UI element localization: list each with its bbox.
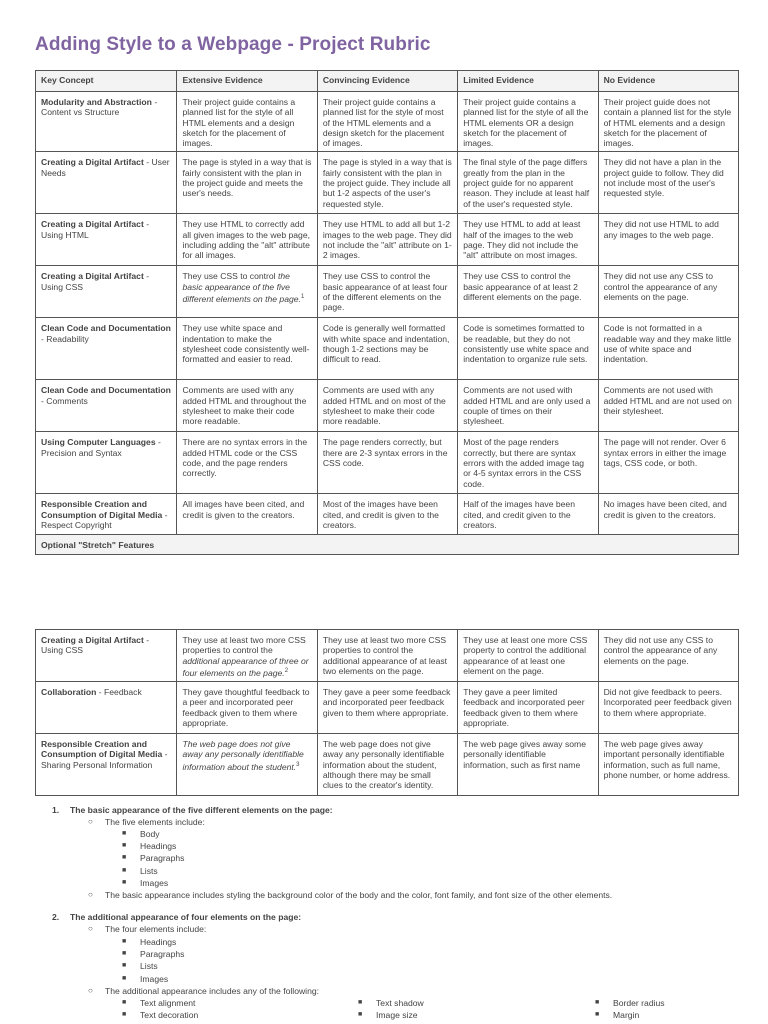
header-key-concept: Key Concept	[36, 71, 177, 92]
square-bullet-icon: ■	[122, 975, 127, 982]
concept-name: Creating a Digital Artifact	[41, 271, 144, 282]
concept-name: Clean Code and Documentation	[41, 385, 171, 396]
limited-cell: Code is sometimes formatted to be readable, but they do not consistently use white space and indentation to organize rule sets.	[458, 318, 598, 380]
concept-name: Responsible Creation and Consumption of Digital Media	[41, 739, 163, 760]
square-bullet-icon: ■	[122, 854, 127, 861]
convincing-cell: The page renders correctly, but there are 2-3 syntax errors in the CSS code.	[317, 432, 457, 494]
none-cell: Comments are not used with added HTML and are not used on their stylesheet.	[598, 380, 738, 432]
rubric-table	[35, 70, 739, 555]
table-header-row	[36, 71, 739, 92]
footnote-ref: 1	[300, 294, 305, 301]
square-bullet-icon: ■	[122, 830, 127, 837]
concept-sub: - Feedback	[96, 687, 142, 698]
list-item: Image size	[376, 1010, 418, 1020]
table-row	[36, 734, 739, 796]
list-item: Images	[140, 974, 169, 984]
convincing-cell: They gave a peer some feedback and incorporated peer feedback given to them where appropriate.	[317, 682, 457, 734]
list-item: Headings	[140, 937, 177, 947]
footnote-number: 1.	[52, 805, 60, 815]
concept-sub: - Using HTML	[41, 219, 150, 240]
footnote-number: 2.	[52, 912, 60, 922]
stretch-row	[36, 535, 739, 554]
extensive-cell: Their project guide contains a planned list for the style of all HTML elements and a design sketch for the placement of images.	[177, 92, 317, 152]
stretch-label: Optional "Stretch" Features	[36, 535, 739, 554]
list-item: Images	[140, 878, 169, 888]
list-item: Text shadow	[376, 998, 424, 1008]
table-row	[36, 630, 739, 682]
limited-cell: The web page gives away some personally identifiable information, such as first name	[458, 734, 598, 796]
none-cell: They did not use HTML to add any images to the web page.	[598, 214, 738, 266]
convincing-cell: They use HTML to add all but 1-2 images to the web page. They did not include the "alt" attribute on 1-2 images.	[317, 214, 457, 266]
concept-sub: - Readability	[41, 333, 89, 344]
square-bullet-icon: ■	[122, 950, 127, 957]
square-bullet-icon: ■	[595, 1011, 600, 1018]
limited-cell: Half of the images have been cited, and credit given to the creators.	[458, 494, 598, 535]
none-cell: No images have been cited, and credit is given to the creators.	[598, 494, 738, 535]
extensive-cell	[177, 734, 317, 796]
list-item: The four elements include:	[105, 924, 207, 934]
concept-name: Modularity and Abstraction	[41, 97, 152, 107]
table-row	[36, 152, 739, 214]
table-row	[36, 92, 739, 152]
none-cell: Did not give feedback to peers. Incorporated peer feedback given to them where appropriate.	[598, 682, 738, 734]
header-convincing: Convincing Evidence	[317, 71, 457, 92]
extensive-cell: They use white space and indentation to make the stylesheet code consistently well-formatted and easier to read.	[177, 318, 317, 380]
limited-cell: Most of the page renders correctly, but there are syntax errors with the added image tag or 4-5 syntax errors in the CSS code.	[458, 432, 598, 494]
square-bullet-icon: ■	[122, 962, 127, 969]
none-cell: Their project guide does not contain a planned list for the style of HTML elements and a design sketch for the placement of images.	[598, 92, 738, 152]
square-bullet-icon: ■	[122, 842, 127, 849]
extensive-cell	[177, 266, 317, 318]
key-concept-cell	[36, 318, 177, 380]
concept-sub: - Using CSS	[41, 635, 150, 656]
circle-bullet-icon: ○	[88, 924, 93, 933]
list-item: Paragraphs	[140, 949, 185, 959]
list-item: The additional appearance includes any of the following:	[105, 986, 320, 996]
stretch-table	[35, 629, 739, 796]
none-cell: The web page gives away important personally identifiable information, such as full name, phone number, or home address.	[598, 734, 738, 796]
header-limited: Limited Evidence	[458, 71, 598, 92]
convincing-cell: Most of the images have been cited, and credit is given to the creators.	[317, 494, 457, 535]
footnote-ref: 3	[296, 761, 300, 768]
limited-cell: They gave a peer limited feedback and incorporated peer feedback given to them where appropriate.	[458, 682, 598, 734]
table-row	[36, 494, 739, 535]
cell-italic-text: additional appearance of three or four elements on the page.	[182, 655, 309, 678]
limited-cell: They use at least one more CSS property to control the additional appearance of at least one element on the page.	[458, 630, 598, 682]
cell-italic-text: The web page does not give away any personally identifiable information about the student.	[182, 739, 304, 772]
convincing-cell: They use at least two more CSS properties to control the additional appearance of at least two elements on the page.	[317, 630, 457, 682]
cell-text: They use CSS to control	[182, 271, 278, 282]
extensive-cell: All images have been cited, and credit is given to the creators.	[177, 494, 317, 535]
cell-italic-text: the basic appearance of the five different elements on the page.	[182, 271, 301, 304]
square-bullet-icon: ■	[358, 999, 363, 1006]
extensive-cell: Comments are used with any added HTML and throughout the stylesheet to make their code more readable.	[177, 380, 317, 432]
extensive-cell	[177, 630, 317, 682]
square-bullet-icon: ■	[122, 1011, 127, 1018]
convincing-cell: Code is generally well formatted with white space and indentation, though 1-2 sections may be difficult to read.	[317, 318, 457, 380]
convincing-cell: The page is styled in a way that is fairly consistent with the plan in the project guide. They include all but 1-2 aspects of the user's requested style.	[317, 152, 457, 214]
concept-name: Clean Code and Documentation	[41, 323, 171, 334]
none-cell: They did not use any CSS to control the appearance of any elements on the page.	[598, 630, 738, 682]
square-bullet-icon: ■	[122, 938, 127, 945]
footnote-heading: The basic appearance of the five different elements on the page:	[70, 805, 333, 815]
concept-sub: - Using CSS	[41, 271, 150, 292]
table-row	[36, 432, 739, 494]
footnote-heading: The additional appearance of four elements on the page:	[70, 912, 302, 922]
key-concept-cell	[36, 214, 177, 266]
header-none: No Evidence	[598, 71, 738, 92]
concept-name: Creating a Digital Artifact	[41, 635, 144, 645]
circle-bullet-icon: ○	[88, 986, 93, 995]
list-item: Lists	[140, 866, 158, 876]
list-item: Headings	[140, 841, 177, 851]
limited-cell: The final style of the page differs greatly from the plan in the project guide for no apparent reason. They include at least half of the user's requested style.	[458, 152, 598, 214]
list-item: Body	[140, 829, 160, 839]
circle-bullet-icon: ○	[88, 817, 93, 826]
key-concept-cell	[36, 734, 177, 796]
concept-sub: - Comments	[41, 395, 88, 406]
none-cell: They did not have a plan in the project guide to follow. They did not include most of the user's requested style.	[598, 152, 738, 214]
list-item: Lists	[140, 961, 158, 971]
key-concept-cell	[36, 494, 177, 535]
square-bullet-icon: ■	[122, 879, 127, 886]
list-item: The basic appearance includes styling the background color of the body and the color, font family, and font size of the other elements.	[105, 890, 613, 900]
concept-sub: - Content vs Structure	[41, 97, 158, 118]
convincing-cell: They use CSS to control the basic appearance of at least four of the different elements on the page.	[317, 266, 457, 318]
key-concept-cell	[36, 630, 177, 682]
none-cell: The page will not render. Over 6 syntax errors in either the image tags, CSS code, or both.	[598, 432, 738, 494]
concept-sub: - Sharing Personal Information	[41, 749, 168, 770]
list-item: Paragraphs	[140, 853, 185, 863]
limited-cell: They use CSS to control the basic appearance of at least 2 different elements on the page.	[458, 266, 598, 318]
key-concept-cell	[36, 682, 177, 734]
list-item: Text decoration	[140, 1010, 199, 1020]
square-bullet-icon: ■	[595, 999, 600, 1006]
header-extensive: Extensive Evidence	[177, 71, 317, 92]
key-concept-cell	[36, 380, 177, 432]
key-concept-cell	[36, 152, 177, 214]
list-item: Margin	[613, 1010, 640, 1020]
page-title: Adding Style to a Webpage - Project Rubric	[35, 34, 431, 55]
concept-name: Responsible Creation and Consumption of Digital Media	[41, 499, 163, 520]
circle-bullet-icon: ○	[88, 890, 93, 899]
table-row	[36, 214, 739, 266]
table-row	[36, 266, 739, 318]
limited-cell: They use HTML to add at least half of the images to the web page. They did not include the "alt" attribute on most images.	[458, 214, 598, 266]
list-item: Border radius	[613, 998, 665, 1008]
limited-cell: Their project guide contains a planned list for the style of all the HTML elements OR a design sketch for the placement of images.	[458, 92, 598, 152]
key-concept-cell	[36, 92, 177, 152]
extensive-cell: They gave thoughtful feedback to a peer and incorporated peer feedback given to them where appropriate.	[177, 682, 317, 734]
key-concept-cell	[36, 266, 177, 318]
concept-sub: - User Needs	[41, 157, 170, 178]
table-row	[36, 682, 739, 734]
none-cell: They did not use any CSS to control the appearance of any elements on the page.	[598, 266, 738, 318]
footnote-ref: 2	[284, 667, 289, 674]
list-item: Text alignment	[140, 998, 196, 1008]
extensive-cell: The page is styled in a way that is fairly consistent with the plan in the project guide and meets the user's needs.	[177, 152, 317, 214]
none-cell: Code is not formatted in a readable way and they make little use of white space and indentation.	[598, 318, 738, 380]
concept-sub: - Precision and Syntax	[41, 437, 161, 458]
list-item: The five elements include:	[105, 817, 205, 827]
concept-name: Creating a Digital Artifact	[41, 157, 144, 168]
table-row	[36, 380, 739, 432]
convincing-cell: Their project guide contains a planned list for the style of most of the HTML elements and a design sketch for the placement of images.	[317, 92, 457, 152]
concept-name: Creating a Digital Artifact	[41, 219, 144, 230]
extensive-cell: There are no syntax errors in the added HTML code or the CSS code, and the page renders correctly.	[177, 432, 317, 494]
square-bullet-icon: ■	[122, 867, 127, 874]
concept-name: Using Computer Languages	[41, 437, 156, 448]
convincing-cell: The web page does not give away any personally identifiable information about the student, although there may be small clues to the creator's identity.	[317, 734, 457, 796]
concept-sub: - Respect Copyright	[41, 509, 168, 531]
limited-cell: Comments are not used with added HTML and are only used a couple of times on their stylesheet.	[458, 380, 598, 432]
square-bullet-icon: ■	[358, 1011, 363, 1018]
cell-text: They use at least two more CSS properties to control the	[182, 635, 306, 656]
convincing-cell: Comments are used with any added HTML and on most of the stylesheet to make their code more readable.	[317, 380, 457, 432]
concept-name: Collaboration	[41, 687, 97, 698]
square-bullet-icon: ■	[122, 999, 127, 1006]
extensive-cell: They use HTML to correctly add all given images to the web page, including adding the "alt" attribute for all images.	[177, 214, 317, 266]
table-row	[36, 318, 739, 380]
key-concept-cell	[36, 432, 177, 494]
